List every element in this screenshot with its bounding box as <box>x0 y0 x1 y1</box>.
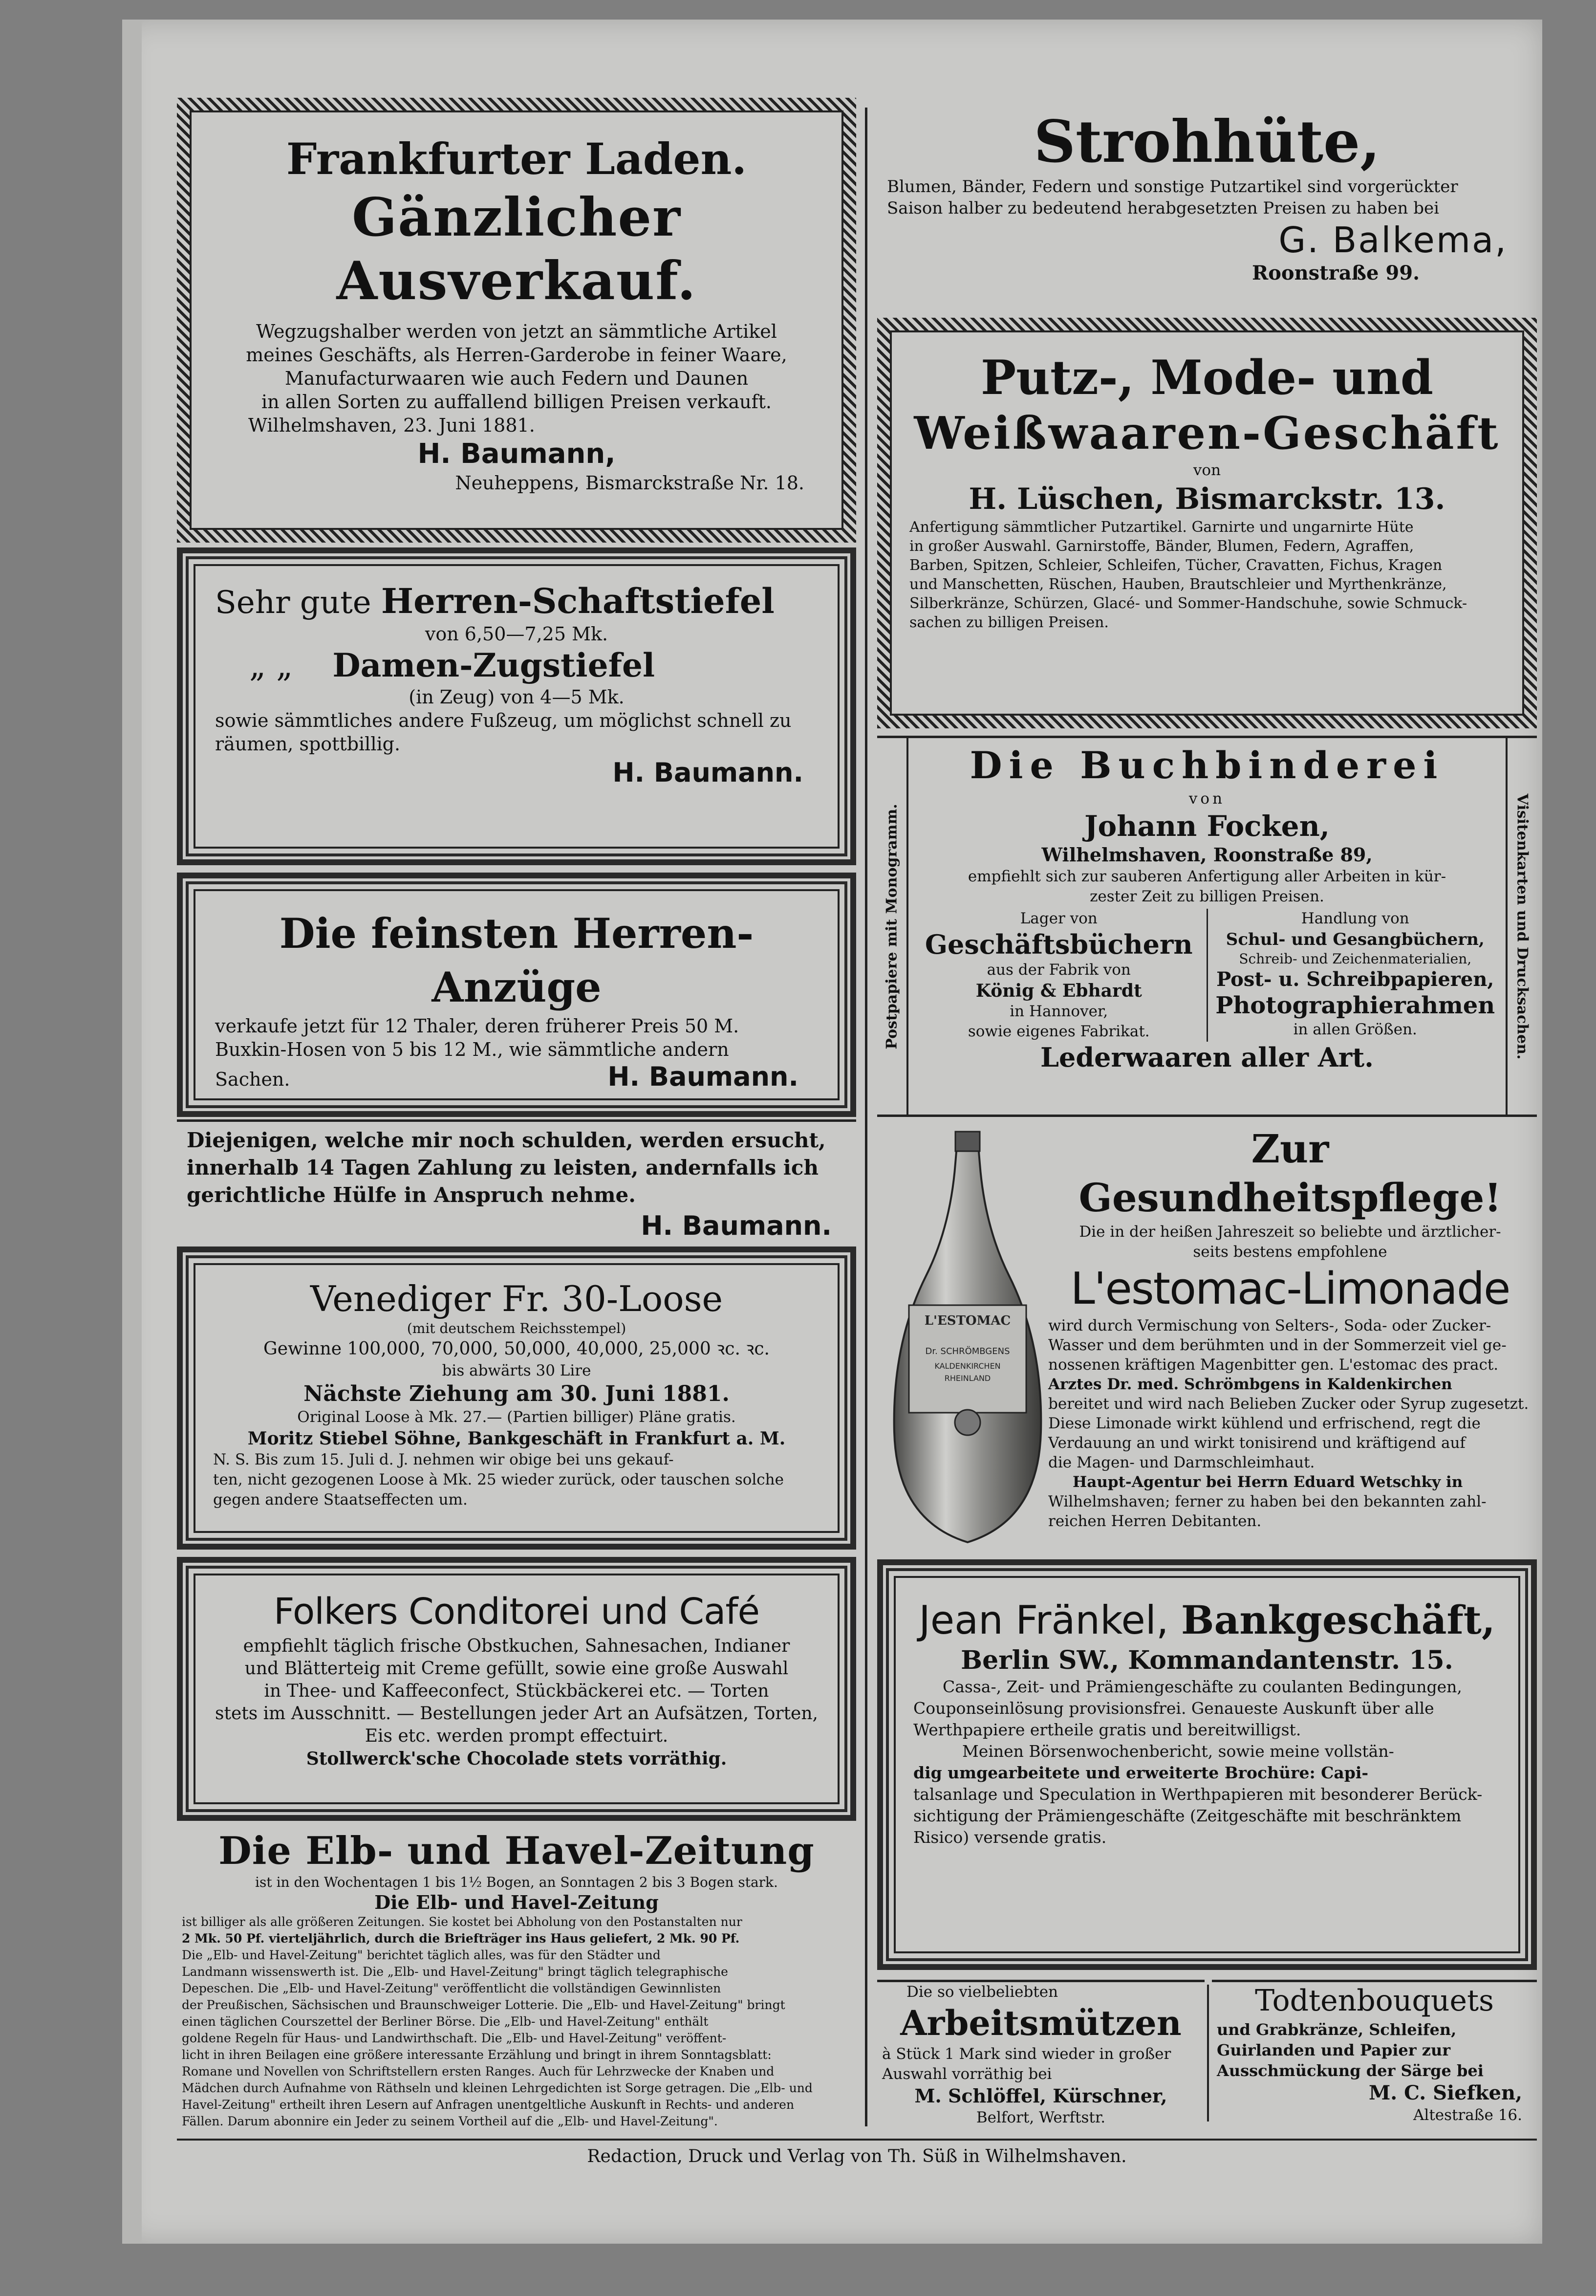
ad-elb-havel-zeitung <box>177 1826 856 2139</box>
body-line: Silberkränze, Schürzen, Glacé- und Sommer-Handschuhe, sowie Schmuck- <box>909 595 1467 612</box>
body-line: Mädchen durch Aufnahme von Räthseln und kleinen Lehrgedichten ist Sorge getragen. Die „Elb- und <box>182 2081 813 2095</box>
muetzen-intro: Die so vielbeliebten <box>906 1983 1058 2001</box>
loose-headline: Venediger Fr. 30-Loose <box>310 1278 723 1319</box>
body-line: Meinen Börsenwochenbericht, sowie meine vollstän- <box>962 1742 1394 1761</box>
body-line: sachen zu billigen Preisen. <box>909 614 1109 631</box>
body-line: in Thee- und Kaffeeconfect, Stückbäckerei etc. — Torten <box>264 1681 769 1701</box>
limo-headline: Zur Gesundheitspflege! <box>1078 1126 1502 1221</box>
loose-firma: Moritz Stiebel Söhne, Bankgeschäft in Frankfurt a. M. <box>247 1428 786 1449</box>
muetzen-firma: M. Schlöffel, Kürschner, <box>914 2085 1167 2107</box>
buch-headline: Die Buchbinderei <box>970 743 1445 787</box>
body-line: licht in ihren Beilagen eine größere interessante Erzählung und bringt in ihrem Sonntagsblatt: <box>182 2048 772 2062</box>
bottle-label-text-2: Dr. SCHRÖMBGENS <box>925 1346 1010 1356</box>
loose-gewinne: Gewinne 100,000, 70,000, 50,000, 40,000, 25,000 ꝛc. ꝛc. <box>263 1339 770 1359</box>
ad-signature: H. Baumann, <box>417 438 616 470</box>
putz-von: von <box>1193 461 1221 479</box>
stroh-firma: G. Balkema, <box>1278 219 1508 261</box>
body-line: stets im Ausschnitt. — Bestellungen jeder Art an Aufsätzen, Torten, <box>215 1704 818 1724</box>
body-line: wird durch Vermischung von Selters-, Soda- oder Zucker- <box>1048 1317 1491 1334</box>
side-text-left <box>877 738 908 1115</box>
side-label-left: Postpapiere mit Monogramm. <box>883 803 901 1050</box>
anzuege-line2: Buxkin-Hosen von 5 bis 12 M., wie sämmtliche andern <box>215 1039 729 1060</box>
muetzen-line1: à Stück 1 Mark sind wieder in großer <box>882 2045 1171 2063</box>
newspaper-page <box>122 20 1542 2244</box>
muetzen-headline: Arbeitsmützen <box>900 2003 1182 2043</box>
stiefel-price2: (in Zeug) von 4—5 Mk. <box>409 686 625 708</box>
bottle-cap <box>955 1132 980 1151</box>
ad-headline: Gänzlicher Ausverkauf. <box>336 187 697 312</box>
folkers-body <box>213 1635 820 1770</box>
ad-address: Neuheppens, Bismarckstraße Nr. 18. <box>455 472 804 494</box>
small-ads-divider <box>1207 1985 1209 2121</box>
fraenkel-address: Berlin SW., Kommandantenstr. 15. <box>961 1645 1453 1675</box>
buch-line2: zester Zeit zu billigen Preisen. <box>1090 888 1324 905</box>
body-line: Werthpapiere ertheile gratis und bereitwilligst. <box>913 1720 1301 1739</box>
folkers-headline: Folkers Conditorei und Café <box>274 1591 759 1633</box>
side-text-right <box>1506 738 1537 1115</box>
body-line: goldene Regeln für Haus- und Landwirthschaft. Die „Elb- und Havel-Zeitung" veröffent- <box>182 2031 727 2045</box>
ad-title: Frankfurter Laden. <box>286 133 747 184</box>
bottle-label-text-4: RHEINLAND <box>944 1374 991 1383</box>
body-line: Die „Elb- und Havel-Zeitung" berichtet täglich alles, was für den Städter und <box>182 1948 661 1962</box>
body-line: Cassa-, Zeit- und Prämiengeschäfte zu coulanten Bedingungen, <box>943 1677 1462 1696</box>
stiefel-big2: Damen-Zugstiefel <box>332 646 655 684</box>
limo-agentur-1: Haupt-Agentur bei Herrn Eduard Wetschky in <box>1073 1473 1463 1491</box>
body-line: in großer Auswahl. Garnirstoffe, Bänder, Blumen, Federn, Agraffen, <box>909 538 1414 555</box>
stroh-address: Roonstraße 99. <box>1251 262 1420 284</box>
fraenkel-body <box>913 1676 1501 1848</box>
ns-line: ten, nicht gezogenen Loose à Mk. 25 wieder zurück, oder tauschen solche <box>213 1471 784 1488</box>
ad-todtenbouquets <box>1212 1980 1537 2131</box>
buch-schul: Schul- und Gesangbüchern, <box>1226 930 1485 949</box>
body-line: einen täglichen Courszettel der Berliner Börse. Die „Elb- und Havel-Zeitung" enthält <box>182 2014 709 2029</box>
buch-groessen: in allen Größen. <box>1293 1021 1417 1038</box>
buch-leder: Lederwaaren aller Art. <box>1040 1042 1374 1073</box>
footer-imprint <box>177 2143 1537 2173</box>
stiefel-big1: Herren-Schaftstiefel <box>381 581 775 621</box>
elb-sub1: ist in den Wochentagen 1 bis 1½ Bogen, an Sonntagen 2 bis 3 Bogen stark. <box>255 1874 778 1890</box>
todten-body <box>1217 2019 1532 2081</box>
buch-photo: Photographierahmen <box>1215 992 1495 1019</box>
ad-strohhuete <box>877 103 1537 313</box>
muetzen-line2: Auswahl vorräthig bei <box>882 2065 1052 2083</box>
buch-line1: empfiehlt sich zur sauberen Anfertigung aller Arbeiten in kür- <box>968 868 1446 885</box>
ad-body <box>209 320 824 414</box>
stiefel-line1 <box>215 582 818 622</box>
elb-headline: Die Elb- und Havel-Zeitung <box>218 1829 815 1873</box>
body-line: Wasser und dem berühmten und in der Sommerzeit viel ge- <box>1048 1336 1507 1354</box>
body-line: Barben, Spitzen, Schleier, Schleifen, Tücher, Cravatten, Fichus, Kragen <box>909 557 1443 574</box>
body-line: empfiehlt täglich frische Obstkuchen, Sahnesachen, Indianer <box>243 1636 790 1656</box>
loose-ziehung: Nächste Ziehung am 30. Juni 1881. <box>303 1381 730 1406</box>
body-line: Verdauung an und wirkt tonisirend und kräftigend auf <box>1048 1434 1466 1452</box>
body-line: der Preußischen, Sächsischen und Braunschweiger Lotterie. Die „Elb- und Havel-Zeitung" bringt <box>182 1998 785 2012</box>
body-line: 2 Mk. 50 Pf. vierteljährlich, durch die Briefträger ins Haus geliefert, 2 Mk. 90 Pf. <box>182 1931 740 1946</box>
buch-geschaeft: Geschäftsbüchern <box>925 929 1193 960</box>
column-divider <box>865 108 867 2126</box>
bottle-label-text-1: L'ESTOMAC <box>924 1313 1011 1328</box>
ditto-marks: „ „ <box>249 647 293 684</box>
loose-original: Original Loose à Mk. 27.— (Partien billiger) Pläne gratis. <box>297 1408 736 1426</box>
ad-venediger-loose <box>177 1246 856 1550</box>
elb-sub2: Die Elb- und Havel-Zeitung <box>374 1891 659 1913</box>
body-line: und Manschetten, Rüschen, Hauben, Brautschleier und Myrthenkränze, <box>909 576 1447 593</box>
body-line: Wegzugshalber werden von jetzt an sämmtliche Artikel <box>256 321 777 342</box>
stroh-line1: Blumen, Bänder, Federn und sonstige Putzartikel sind vorgerückter <box>887 177 1458 197</box>
buch-schreib: Schreib- und Zeichenmaterialien, <box>1239 951 1472 967</box>
todten-headline: Todtenbouquets <box>1255 1984 1494 2018</box>
body-line: Eis etc. werden prompt effectuirt. <box>365 1726 669 1746</box>
buch-eigenes: sowie eigenes Fabrikat. <box>968 1023 1150 1040</box>
bottle-seal <box>955 1410 980 1435</box>
loose-sub: (mit deutschem Reichsstempel) <box>407 1320 626 1336</box>
page-edge <box>122 20 142 2244</box>
loose-ns <box>213 1450 820 1510</box>
stiefel-pre: Sehr gute <box>215 585 371 621</box>
bottle-label-text-3: KALDENKIRCHEN <box>934 1361 1001 1371</box>
body-line: in allen Sorten zu auffallend billigen Preisen verkauft. <box>261 391 772 413</box>
body-line: Ausschmückung der Särge bei <box>1217 2061 1484 2080</box>
buch-firma: Johann Focken, <box>1084 809 1330 843</box>
ad-stiefel <box>177 547 856 865</box>
bottle-illustration <box>887 1129 1048 1550</box>
ad-dateline: Wilhelmshaven, 23. Juni 1881. <box>248 415 535 436</box>
body-line: Romane und Novellen von Schriftstellern ersten Ranges. Auch für Lehrzwecke der Knaben und <box>182 2064 775 2078</box>
stiefel-line3 <box>215 646 818 685</box>
body-line: Stollwerck'sche Chocolade stets vorräthig. <box>306 1749 727 1769</box>
ad-anzuege <box>177 873 856 1117</box>
anzuege-line3: Sachen. <box>215 1069 290 1090</box>
side-label-right: Visitenkarten und Drucksachen. <box>1513 793 1531 1059</box>
ns-line: gegen andere Staatseffecten um. <box>213 1491 468 1509</box>
body-line: die Magen- und Darmschleimhaut. <box>1048 1454 1315 1471</box>
stiefel-price1: von 6,50—7,25 Mk. <box>425 623 608 645</box>
limo-intro2: seits bestens empfohlene <box>1193 1243 1387 1261</box>
fraenkel-name: Jean Fränkel, <box>919 1597 1169 1643</box>
body-line: dig umgearbeitete und erweiterte Brochüre: Capi- <box>913 1763 1369 1782</box>
limo-product: L'estomac-Limonade <box>1070 1263 1510 1314</box>
buch-von: von <box>1188 790 1226 808</box>
body-line: nossenen kräftigen Magenbitter gen. L'estomac des pract. <box>1048 1356 1499 1374</box>
anzuege-last-row <box>215 1061 818 1092</box>
stiefel-signature: H. Baumann. <box>612 757 803 788</box>
putz-firma: H. Lüschen, Bismarckstr. 13. <box>969 482 1445 516</box>
muetzen-address: Belfort, Werftstr. <box>976 2109 1106 2126</box>
buch-two-cols <box>911 909 1503 1042</box>
ad-lestomac-limonade <box>877 1124 1537 1554</box>
body-line: und Grabkränze, Schleifen, <box>1217 2020 1457 2039</box>
footer-rule <box>177 2139 1537 2141</box>
buch-col-handlung <box>1208 909 1503 1042</box>
buch-handlung: Handlung von <box>1301 910 1409 927</box>
imprint-text: Redaction, Druck und Verlag von Th. Süß in Wilhelmshaven. <box>587 2146 1127 2166</box>
schulden-body: Diejenigen, welche mir noch schulden, werden ersucht, innerhalb 14 Tagen Zahlung zu leisten, andernfalls ich gerichtliche Hülfe in Anspruch nehme. <box>187 1128 826 1207</box>
body-line: Guirlanden und Papier zur <box>1217 2041 1451 2059</box>
limo-intro1: Die in der heißen Jahreszeit so beliebte und ärztlicher- <box>1079 1223 1501 1241</box>
buch-fabrik: aus der Fabrik von <box>987 961 1131 979</box>
body-line: bereitet und wird nach Belieben Zucker oder Syrup zugesetzt. <box>1048 1395 1529 1413</box>
ad-frankfurter-laden <box>177 98 856 543</box>
limonade-text <box>1048 1124 1532 1531</box>
notice-schulden <box>177 1119 856 1242</box>
ad-folkers-conditorei <box>177 1557 856 1821</box>
anzuege-signature: H. Baumann. <box>607 1061 798 1092</box>
body-line: talsanlage und Speculation in Werthpapieren mit besonderer Berück- <box>913 1785 1483 1804</box>
stroh-line2: Saison halber zu bedeutend herabgesetzten Preisen zu haben bei <box>887 198 1439 218</box>
anzuege-headline: Die feinsten Herren-Anzüge <box>279 909 754 1011</box>
body-line: Havel-Zeitung" ertheilt ihren Lesern auf Anfragen unentgeltliche Auskunft in Rechts- und anderen <box>182 2098 795 2112</box>
body-line: und Blätterteig mit Creme gefüllt, sowie eine große Auswahl <box>244 1659 789 1679</box>
buchbinderei-main <box>911 742 1503 1073</box>
fraenkel-bank: Bankgeschäft, <box>1181 1597 1495 1643</box>
limo-agentur-2: Wilhelmshaven; ferner zu haben bei den bekannten zahl- <box>1048 1493 1487 1510</box>
ad-buchbinderei <box>877 736 1537 1117</box>
buch-address: Wilhelmshaven, Roonstraße 89, <box>1041 844 1373 866</box>
body-line: meines Geschäfts, als Herren-Garderobe in feiner Waare, <box>246 344 787 366</box>
putz-body <box>909 518 1505 632</box>
putz-headline1: Putz-, Mode- und <box>980 350 1433 405</box>
buch-col-lager <box>911 909 1208 1042</box>
body-line: Couponseinlösung provisionsfrei. Genaueste Auskunft über alle <box>913 1699 1434 1718</box>
loose-abwaerts: bis abwärts 30 Lire <box>442 1362 591 1379</box>
body-line: Manufacturwaaren wie auch Federn und Daunen <box>284 368 749 389</box>
ad-arbeitsmuetzen <box>877 1980 1205 2131</box>
todten-address: Altestraße 16. <box>1413 2106 1522 2124</box>
anzuege-line1: verkaufe jetzt für 12 Thaler, deren früherer Preis 50 M. <box>215 1015 739 1037</box>
limo-body <box>1048 1316 1532 1531</box>
limo-agentur-3: reichen Herren Debitanten. <box>1048 1512 1262 1530</box>
body-line: sichtigung der Prämiengeschäfte (Zeitgeschäfte mit beschränktem <box>913 1806 1462 1825</box>
body-line: Anfertigung sämmtlicher Putzartikel. Garnirte und ungarnirte Hüte <box>909 519 1414 536</box>
stroh-headline: Strohhüte, <box>1034 108 1380 175</box>
putz-headline2: Weißwaaren-Geschäft <box>914 407 1500 459</box>
body-line: Depeschen. Die „Elb- und Havel-Zeitung" veröffentlicht die vollständigen Gewinnlisten <box>182 1981 721 1995</box>
body-line: Landmann wissenswerth ist. Die „Elb- und Havel-Zeitung" bringt täglich telegraphische <box>182 1965 728 1979</box>
ad-jean-fraenkel <box>877 1559 1537 1970</box>
buch-koenig: König & Ebhardt <box>975 981 1142 1001</box>
ns-line: N. S. Bis zum 15. Juli d. J. nehmen wir obige bei uns gekauf- <box>213 1451 674 1468</box>
schulden-signature: H. Baumann. <box>641 1210 832 1241</box>
body-line: Diese Limonade wirkt kühlend und erfrischend, regt die <box>1048 1415 1481 1432</box>
body-line: Risico) versende gratis. <box>913 1828 1107 1847</box>
body-line: ist billiger als alle größeren Zeitungen. Sie kostet bei Abholung von den Postanstalten nur <box>182 1915 742 1929</box>
stiefel-body: sowie sämmtliches andere Fußzeug, um möglichst schnell zu räumen, spottbillig. <box>215 710 792 755</box>
fraenkel-headline <box>913 1596 1501 1645</box>
buch-hannover: in Hannover, <box>1010 1003 1108 1020</box>
body-line: Arztes Dr. med. Schrömbgens in Kaldenkirchen <box>1048 1376 1452 1393</box>
buch-lager: Lager von <box>1020 910 1098 927</box>
body-line: Fällen. Darum abonnire ein Jeder zu seinem Vortheil auf die „Elb- und Havel-Zeitung". <box>182 2114 718 2128</box>
elb-body <box>182 1914 851 2130</box>
todten-firma: M. C. Siefken, <box>1368 2081 1522 2104</box>
ad-putz-mode <box>877 318 1537 728</box>
buch-post: Post- u. Schreibpapieren, <box>1216 968 1494 991</box>
